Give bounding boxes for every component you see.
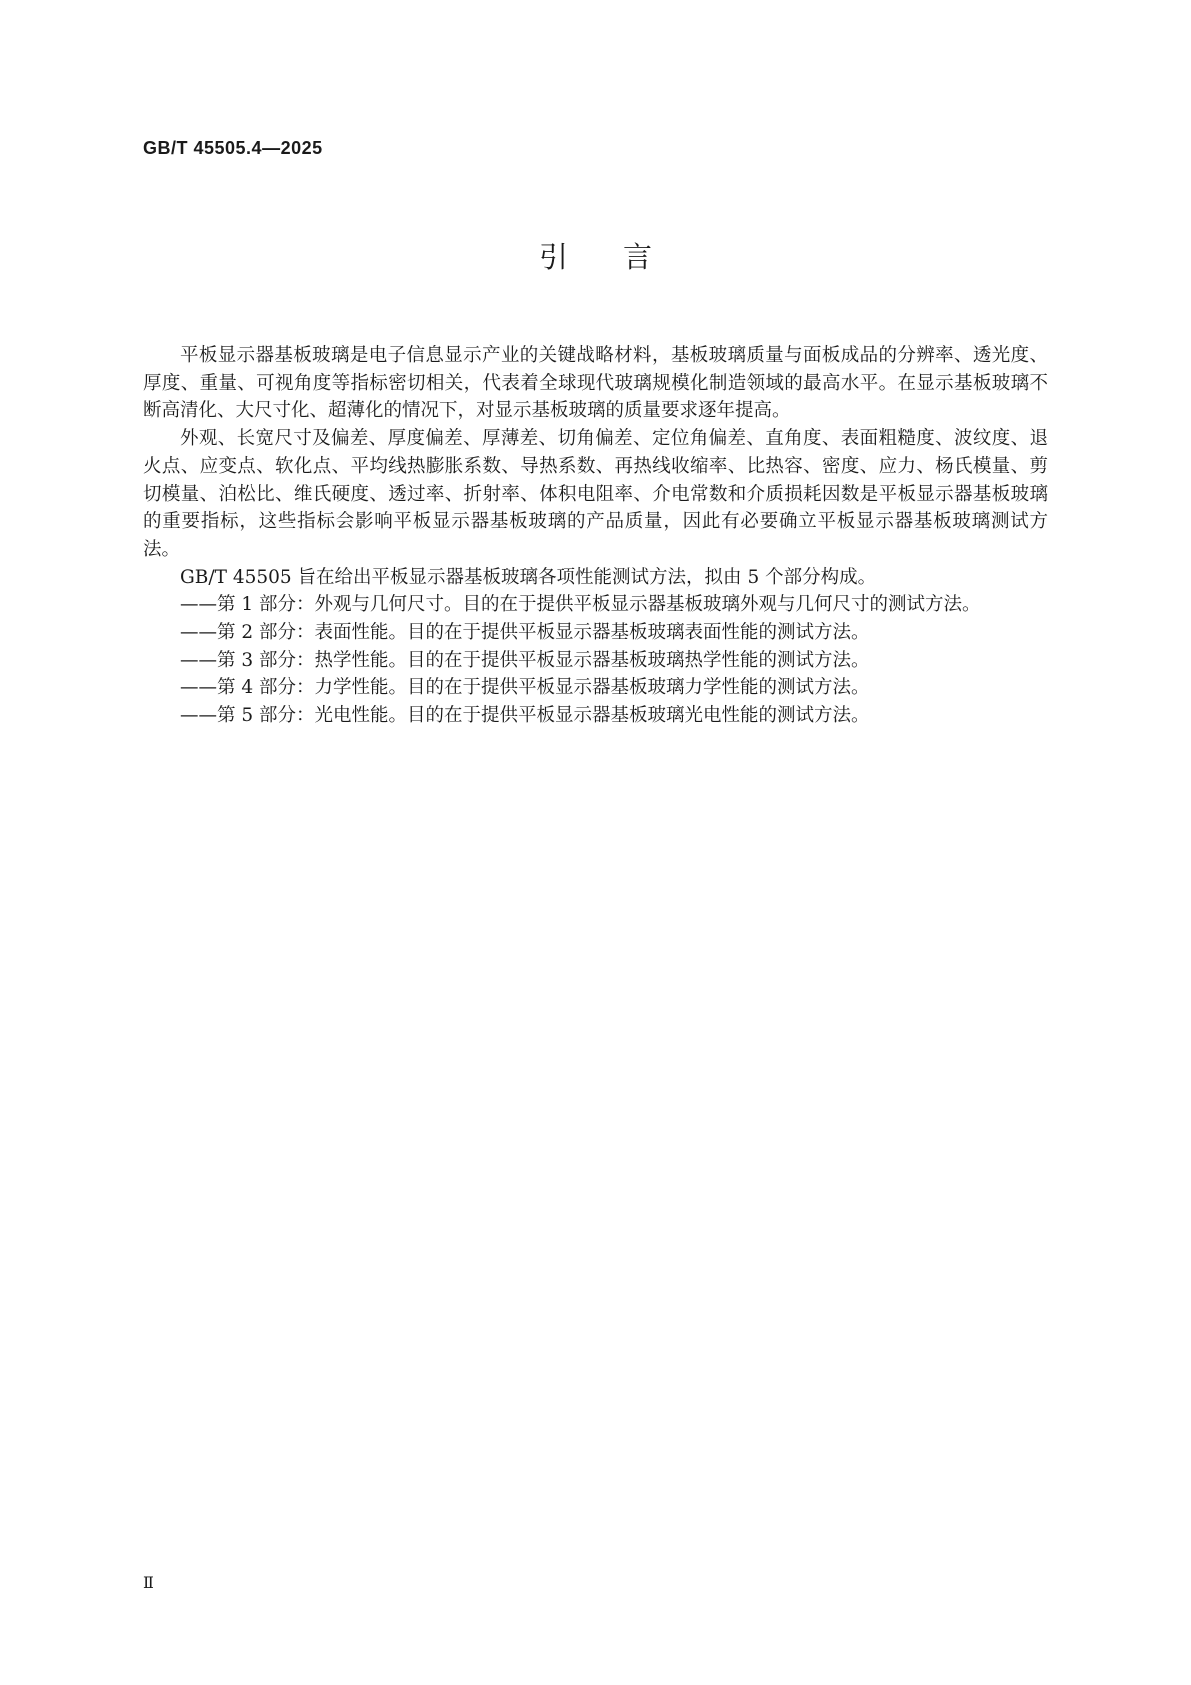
introduction-body <box>143 342 1048 730</box>
paragraph-indicators: 外观、长宽尺寸及偏差、厚度偏差、厚薄差、切角偏差、定位角偏差、直角度、表面粗糙度、波纹度、退火点、应变点、软化点、平均线热膨胀系数、导热系数、再热线收缩率、比热容、密度、应力、杨氏模量、剪切模量、泊松比、维氏硬度、透过率、折射率、体积电阻率、介电常数和介质损耗因数是平板显示器基板玻璃的重要指标，这些指标会影响平板显示器基板玻璃的产品质量，因此有必要确立平板显示器基板玻璃测试方法。 <box>143 428 1048 560</box>
paragraph-series-overview: GB/T 45505 旨在给出平板显示器基板玻璃各项性能测试方法，拟由 5 个部分构成。 <box>180 566 877 588</box>
list-item-part-1: ——第 1 部分：外观与几何尺寸。目的在于提供平板显示器基板玻璃外观与几何尺寸的测试方法。 <box>180 594 981 616</box>
list-item-part-2: ——第 2 部分：表面性能。目的在于提供平板显示器基板玻璃表面性能的测试方法。 <box>180 622 870 644</box>
list-item-part-3: ——第 3 部分：热学性能。目的在于提供平板显示器基板玻璃热学性能的测试方法。 <box>180 649 870 671</box>
standard-code: GB/T 45505.4—2025 <box>143 138 323 158</box>
page-title: 引言 <box>538 240 707 274</box>
list-item-part-4: ——第 4 部分：力学性能。目的在于提供平板显示器基板玻璃力学性能的测试方法。 <box>180 677 870 699</box>
paragraph-importance: 平板显示器基板玻璃是电子信息显示产业的关键战略材料，基板玻璃质量与面板成品的分辨率、透光度、厚度、重量、可视角度等指标密切相关，代表着全球现代玻璃规模化制造领域的最高水平。在显示基板玻璃不断高清化、大尺寸化、超薄化的情况下，对显示基板玻璃的质量要求逐年提高。 <box>143 345 1048 422</box>
page-number: Ⅱ <box>143 1573 154 1592</box>
list-item-part-5: ——第 5 部分：光电性能。目的在于提供平板显示器基板玻璃光电性能的测试方法。 <box>180 705 870 727</box>
